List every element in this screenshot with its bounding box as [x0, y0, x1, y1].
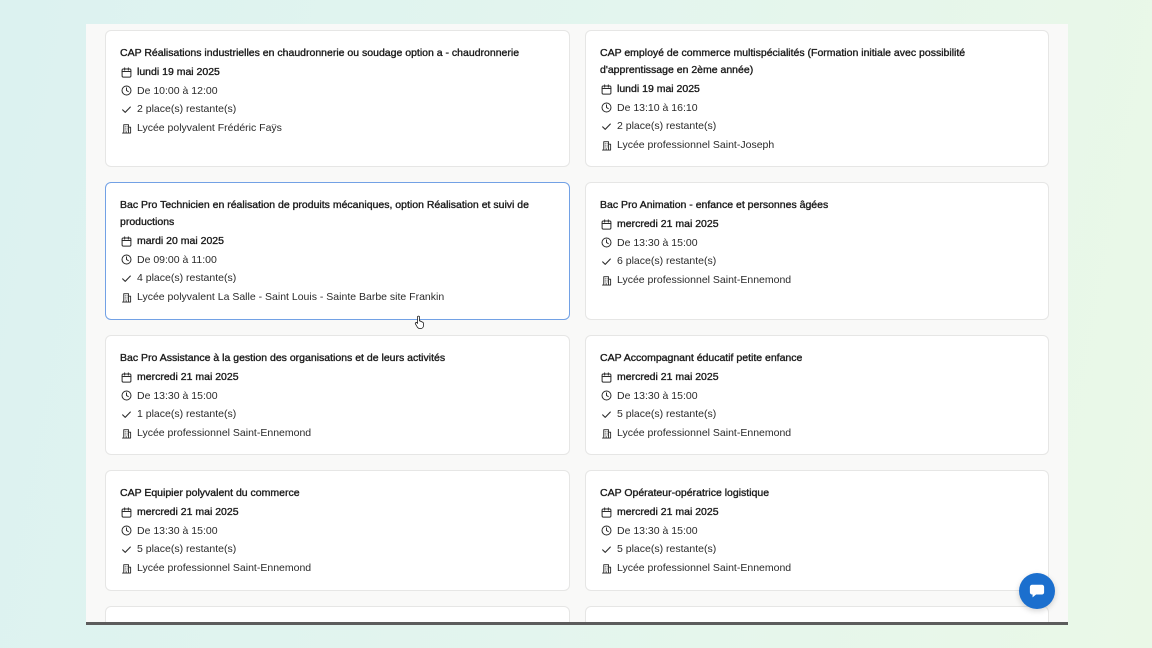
session-time-row — [600, 99, 1034, 118]
clock-icon — [121, 390, 132, 401]
session-card[interactable] — [585, 30, 1049, 167]
session-time: De 13:30 à 15:00 — [137, 524, 218, 537]
calendar-icon — [601, 507, 612, 518]
session-card[interactable] — [105, 30, 570, 167]
check-icon — [601, 409, 612, 420]
session-time: De 10:00 à 12:00 — [137, 84, 218, 97]
calendar-icon — [121, 507, 132, 518]
session-school: Lycée professionnel Saint-Ennemond — [617, 562, 792, 575]
session-places: 2 place(s) restante(s) — [617, 120, 717, 133]
session-card-partial[interactable] — [585, 606, 1049, 622]
session-title: Bac Pro Animation - enfance et personnes âgées — [600, 199, 829, 211]
session-title: Bac Pro Assistance à la gestion des organisations et de leurs activités — [120, 352, 446, 364]
session-date: mercredi 21 mai 2025 — [617, 371, 719, 384]
session-time: De 09:00 à 11:00 — [137, 253, 217, 266]
session-school-row — [120, 288, 555, 307]
session-list-panel[interactable] — [86, 24, 1068, 622]
session-card[interactable] — [105, 182, 570, 320]
session-date: mercredi 21 mai 2025 — [137, 371, 239, 384]
clock-icon — [601, 102, 612, 113]
session-time: De 13:30 à 15:00 — [617, 389, 698, 402]
building-icon — [121, 123, 132, 134]
sessions-grid — [105, 30, 1049, 622]
session-school-row — [120, 119, 555, 138]
clock-icon — [121, 525, 132, 536]
session-places-row — [600, 117, 1034, 136]
session-date-row — [600, 215, 1034, 234]
session-date-row — [120, 503, 555, 522]
clock-icon — [601, 525, 612, 536]
session-places-row — [120, 100, 555, 119]
calendar-icon — [601, 372, 612, 383]
session-title: CAP Réalisations industrielles en chaudronnerie ou soudage option a - chaudronnerie — [120, 47, 520, 59]
session-title: Bac Pro Technicien en réalisation de produits mécaniques, option Réalisation et suivi de productions — [120, 199, 529, 228]
session-time-row — [120, 522, 555, 541]
session-title: CAP Equipier polyvalent du commerce — [120, 487, 300, 499]
check-icon — [121, 409, 132, 420]
session-time-row — [600, 234, 1034, 253]
building-icon — [121, 563, 132, 574]
session-card-partial[interactable] — [105, 606, 570, 622]
session-card[interactable] — [585, 182, 1049, 320]
building-icon — [601, 428, 612, 439]
calendar-icon — [601, 84, 612, 95]
session-school-row — [120, 559, 555, 578]
check-icon — [601, 121, 612, 132]
session-school-row — [120, 424, 555, 443]
session-date: mercredi 21 mai 2025 — [617, 506, 719, 519]
session-time-row — [120, 387, 555, 406]
session-date: lundi 19 mai 2025 — [137, 66, 220, 79]
session-places-row — [120, 540, 555, 559]
session-school: Lycée professionnel Saint-Ennemond — [137, 427, 312, 440]
calendar-icon — [121, 236, 132, 247]
calendar-icon — [121, 372, 132, 383]
session-date-row — [120, 232, 555, 251]
clock-icon — [121, 254, 132, 265]
session-date: lundi 19 mai 2025 — [617, 83, 700, 96]
session-places: 1 place(s) restante(s) — [137, 408, 237, 421]
session-school-row — [600, 271, 1034, 290]
session-time: De 13:30 à 15:00 — [617, 236, 698, 249]
clock-icon — [121, 85, 132, 96]
session-places-row — [120, 405, 555, 424]
session-places: 5 place(s) restante(s) — [617, 543, 717, 556]
building-icon — [601, 563, 612, 574]
session-school: Lycée professionnel Saint-Joseph — [617, 139, 775, 152]
session-time-row — [600, 522, 1034, 541]
chat-bubble-icon — [1028, 583, 1046, 599]
session-card[interactable] — [585, 335, 1049, 455]
session-time: De 13:30 à 15:00 — [617, 524, 698, 537]
session-school: Lycée polyvalent La Salle - Saint Louis - Sainte Barbe site Frankin — [137, 291, 445, 304]
session-school-row — [600, 136, 1034, 155]
session-places: 6 place(s) restante(s) — [617, 255, 717, 268]
chat-button[interactable] — [1019, 573, 1055, 609]
session-places-row — [600, 540, 1034, 559]
session-time: De 13:30 à 15:00 — [137, 389, 218, 402]
session-date: mardi 20 mai 2025 — [137, 235, 224, 248]
clock-icon — [601, 237, 612, 248]
session-card[interactable] — [105, 470, 570, 591]
session-time-row — [600, 387, 1034, 406]
check-icon — [601, 256, 612, 267]
session-places-row — [120, 269, 555, 288]
session-title: CAP Opérateur-opératrice logistique — [600, 487, 770, 499]
session-time-row — [120, 251, 555, 270]
panel-bottom-edge — [86, 622, 1068, 625]
building-icon — [601, 275, 612, 286]
session-date-row — [600, 368, 1034, 387]
session-date-row — [600, 503, 1034, 522]
session-places: 5 place(s) restante(s) — [137, 543, 237, 556]
session-places-row — [600, 252, 1034, 271]
clock-icon — [601, 390, 612, 401]
session-title: CAP employé de commerce multispécialités (Formation initiale avec possibilité d'apprentissage en 2ème année) — [600, 47, 966, 76]
session-date-row — [600, 80, 1034, 99]
session-date-row — [120, 368, 555, 387]
check-icon — [121, 104, 132, 115]
calendar-icon — [601, 219, 612, 230]
check-icon — [601, 544, 612, 555]
session-school: Lycée professionnel Saint-Ennemond — [617, 427, 792, 440]
building-icon — [121, 292, 132, 303]
calendar-icon — [121, 67, 132, 78]
session-school: Lycée polyvalent Frédéric Faÿs — [137, 122, 282, 135]
session-time: De 13:10 à 16:10 — [617, 101, 698, 114]
session-date-row — [120, 63, 555, 82]
session-school: Lycée professionnel Saint-Ennemond — [617, 274, 792, 287]
session-date: mercredi 21 mai 2025 — [617, 218, 719, 231]
hand-pointer-icon — [414, 315, 426, 329]
check-icon — [121, 273, 132, 284]
session-card[interactable] — [585, 470, 1049, 591]
session-places: 4 place(s) restante(s) — [137, 272, 237, 285]
session-time-row — [120, 82, 555, 101]
session-title: CAP Accompagnant éducatif petite enfance — [600, 352, 803, 364]
building-icon — [601, 140, 612, 151]
session-school-row — [600, 424, 1034, 443]
session-school-row — [600, 559, 1034, 578]
session-places: 2 place(s) restante(s) — [137, 103, 237, 116]
building-icon — [121, 428, 132, 439]
session-date: mercredi 21 mai 2025 — [137, 506, 239, 519]
session-school: Lycée professionnel Saint-Ennemond — [137, 562, 312, 575]
check-icon — [121, 544, 132, 555]
session-card[interactable] — [105, 335, 570, 455]
session-places-row — [600, 405, 1034, 424]
session-places: 5 place(s) restante(s) — [617, 408, 717, 421]
